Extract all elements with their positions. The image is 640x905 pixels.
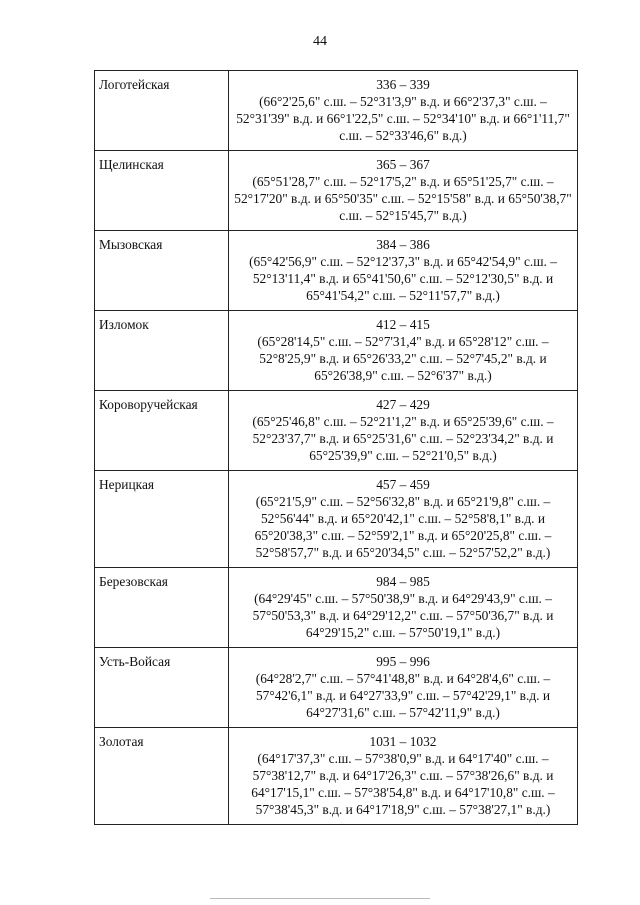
section-name: Усть-Войсая <box>95 648 229 728</box>
section-coordinates: (65°28'14,5" с.ш. – 52°7'31,4" в.д. и 65°28'12" с.ш. – 52°8'25,9" в.д. и 65°26'33,2" с.ш. – 52°7'45,2" в.д. и 65°26'38,9" с.ш. – 52°6'37" в.д.) <box>257 334 549 383</box>
section-range: 336 – 339 <box>376 77 430 92</box>
section-range: 457 – 459 <box>376 477 430 492</box>
section-info <box>229 311 578 391</box>
table-row <box>95 648 578 728</box>
table-row <box>95 231 578 311</box>
section-coordinates: (64°17'37,3" с.ш. – 57°38'0,9" в.д. и 64°17'40" с.ш. – 57°38'12,7" в.д. и 64°17'26,3" с.ш. – 57°38'26,6" в.д. и 64°17'15,1" с.ш. – 57°38'54,8" в.д. и 64°17'10,8" с.ш. – 57°38'45,3" в.д. и 64°17'18,9" с.ш. – 57°38'27,1" в.д.) <box>251 751 555 817</box>
table-row <box>95 471 578 568</box>
table-row <box>95 568 578 648</box>
section-range: 365 – 367 <box>376 157 430 172</box>
section-info <box>229 471 578 568</box>
page-number: 44 <box>313 34 327 49</box>
section-range: 984 – 985 <box>376 574 430 589</box>
section-coordinates: (66°2'25,6" с.ш. – 52°31'3,9" в.д. и 66°2'37,3" с.ш. – 52°31'39" в.д. и 66°1'22,5" с.ш. – 52°34'10" в.д. и 66°1'11,7" с.ш. – 52°33'46,6" в.д.) <box>236 94 570 143</box>
section-info <box>229 648 578 728</box>
section-name: Нерицкая <box>95 471 229 568</box>
section-coordinates: (65°25'46,8" с.ш. – 52°21'1,2" в.д. и 65°25'39,6" с.ш. – 52°23'37,7" в.д. и 65°25'31,6" с.ш. – 52°23'34,2" в.д. и 65°25'39,9" с.ш. – 52°21'0,5" в.д.) <box>252 414 554 463</box>
table-row <box>95 391 578 471</box>
table-row <box>95 71 578 151</box>
scan-edge-divider <box>210 898 430 899</box>
section-range: 427 – 429 <box>376 397 430 412</box>
section-coordinates: (64°28'2,7" с.ш. – 57°41'48,8" в.д. и 64°28'4,6" с.ш. – 57°42'6,1" в.д. и 64°27'33,9" с.ш. – 57°42'29,1" в.д. и 64°27'31,6" с.ш. – 57°42'11,9" в.д.) <box>255 671 551 720</box>
section-info <box>229 151 578 231</box>
section-name: Короворучейская <box>95 391 229 471</box>
table-row <box>95 311 578 391</box>
section-range: 412 – 415 <box>376 317 430 332</box>
section-coordinates: (65°42'56,9" с.ш. – 52°12'37,3" в.д. и 65°42'54,9" с.ш. – 52°13'11,4" в.д. и 65°41'50,6" с.ш. – 52°12'30,5" в.д. и 65°41'54,2" с.ш. – 52°11'57,7" в.д.) <box>249 254 557 303</box>
section-name: Золотая <box>95 728 229 825</box>
section-coordinates: (65°51'28,7" с.ш. – 52°17'5,2" в.д. и 65°51'25,7" с.ш. – 52°17'20" в.д. и 65°50'35" с.ш. – 52°15'58" в.д. и 65°50'38,7" с.ш. – 52°15'45,7" в.д.) <box>234 174 572 223</box>
section-info <box>229 231 578 311</box>
section-info <box>229 391 578 471</box>
table-row <box>95 728 578 825</box>
section-coordinates: (65°21'5,9" с.ш. – 52°56'32,8" в.д. и 65°21'9,8" с.ш. – 52°56'44" в.д. и 65°20'42,1" с.ш. – 52°58'8,1" в.д. и 65°20'38,3" с.ш. – 52°59'2,1" в.д. и 65°20'25,8" с.ш. – 52°58'57,7" в.д. и 65°20'34,5" с.ш. – 52°57'52,2" в.д.) <box>254 494 552 560</box>
section-range: 384 – 386 <box>376 237 430 252</box>
section-coordinates: (64°29'45" с.ш. – 57°50'38,9" в.д. и 64°29'43,9" с.ш. – 57°50'53,3" в.д. и 64°29'12,2" с.ш. – 57°50'36,7" в.д. и 64°29'15,2" с.ш. – 57°50'19,1" в.д.) <box>252 591 554 640</box>
section-range: 995 – 996 <box>376 654 430 669</box>
section-info <box>229 568 578 648</box>
section-name: Логотейская <box>95 71 229 151</box>
section-info <box>229 71 578 151</box>
section-range: 1031 – 1032 <box>369 734 437 749</box>
section-name: Щелинская <box>95 151 229 231</box>
section-name: Изломок <box>95 311 229 391</box>
section-name: Березовская <box>95 568 229 648</box>
sections-table <box>94 70 578 825</box>
section-info <box>229 728 578 825</box>
table-row <box>95 151 578 231</box>
section-name: Мызовская <box>95 231 229 311</box>
